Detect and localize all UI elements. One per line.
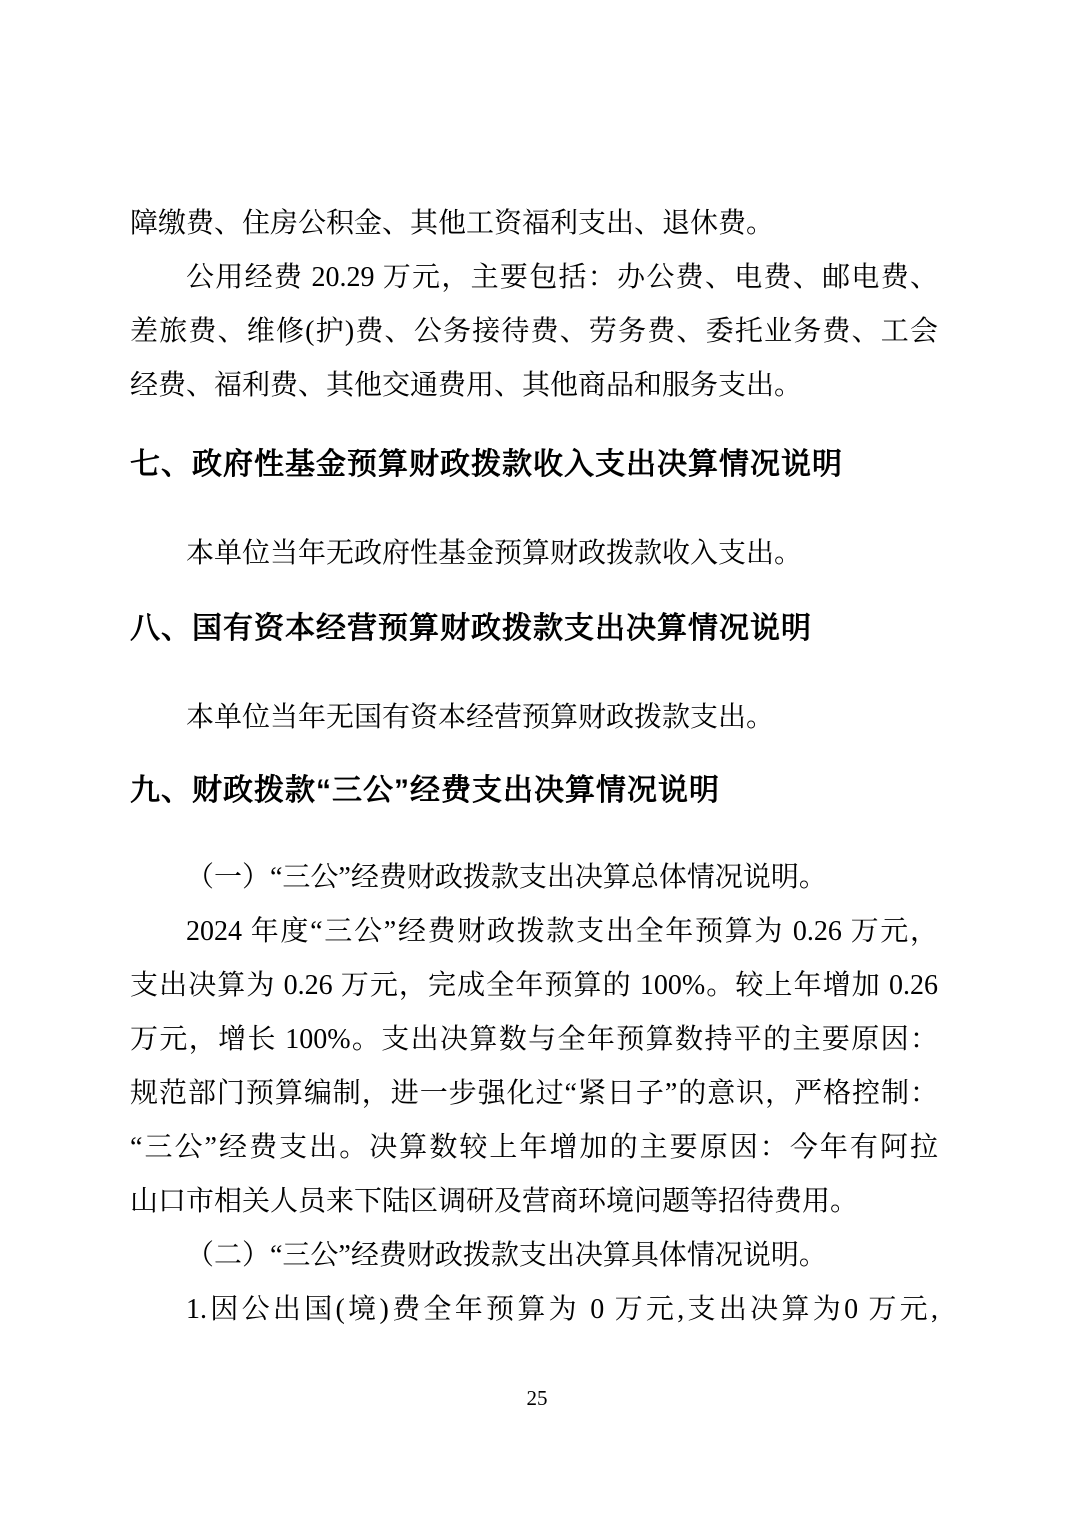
section-heading-seven: 七、政府性基金预算财政拨款收入支出决算情况说明 — [130, 448, 843, 481]
public-expense-line: 差旅费、维修(护)费、公务接待费、劳务费、委托业务费、工会 — [130, 316, 938, 347]
document-content — [130, 197, 938, 1337]
section-seven-body: 本单位当年无政府性基金预算财政拨款收入支出。 — [186, 538, 803, 569]
overview-paragraph-line: 规范部门预算编制，进一步强化过“紧日子”的意识，严格控制： — [130, 1078, 938, 1109]
subsection-one-title: （一）“三公”经费财政拨款支出决算总体情况说明。 — [186, 862, 827, 893]
section-eight-body: 本单位当年无国有资本经营预算财政拨款支出。 — [186, 702, 775, 733]
section-heading-eight: 八、国有资本经营预算财政拨款支出决算情况说明 — [130, 612, 812, 645]
subsection-two-title: （二）“三公”经费财政拨款支出决算具体情况说明。 — [186, 1240, 827, 1271]
section-heading-nine: 九、财政拨款“三公”经费支出决算情况说明 — [130, 774, 720, 807]
public-expense-line: 公用经费 20.29 万元，主要包括：办公费、电费、邮电费、 — [186, 262, 938, 293]
overview-paragraph-line: 万元，增长 100%。支出决算数与全年预算数持平的主要原因： — [130, 1024, 938, 1055]
public-expense-line: 经费、福利费、其他交通费用、其他商品和服务支出。 — [130, 370, 803, 401]
overview-paragraph-line: “三公”经费支出。决算数较上年增加的主要原因：今年有阿拉 — [130, 1132, 938, 1163]
overview-paragraph-line: 山口市相关人员来下陆区调研及营商环境问题等招待费用。 — [130, 1186, 859, 1217]
overview-paragraph-line: 2024 年度“三公”经费财政拨款支出全年预算为 0.26 万元， — [186, 916, 938, 947]
page-number: 25 — [526, 1386, 548, 1410]
wage-paragraph-line: 障缴费、住房公积金、其他工资福利支出、退休费。 — [130, 208, 775, 239]
item-one-line: 1.因公出国(境)费全年预算为 0 万元,支出决算为0 万元, — [186, 1294, 938, 1325]
overview-paragraph-line: 支出决算为 0.26 万元，完成全年预算的 100%。较上年增加 0.26 — [130, 970, 938, 1001]
